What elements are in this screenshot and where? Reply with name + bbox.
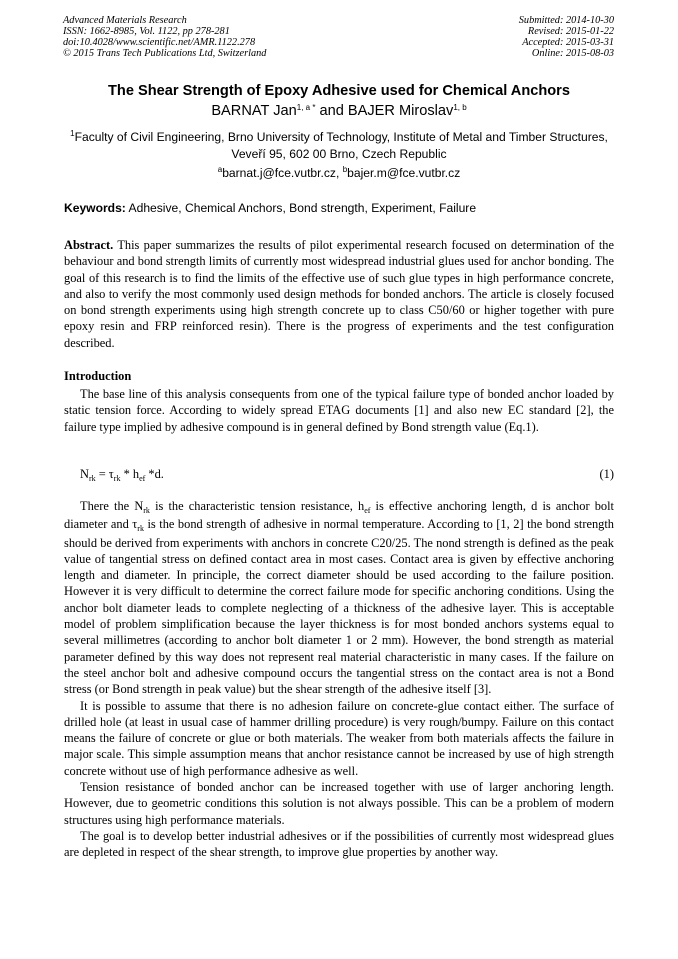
p2-text-d: is the bond strength of adhesive in normal temperature. According to [1, 2] the bond strength should be derived from experiments with anchors in concrete C20/25. The nond strength is defined as the peak value of tangential stress on defined contact area in most cases. Contact area is given by effective anchoring length and diameter. In principle, the correct diameter should be used according to the failure position. However it is very difficult to determine the correct failure mode for specific anchoring conditions. Using the anchor bolt diameter leads to complete neglecting of a thickness of the adhesive layer. This is acceptable model of problem simplification because the layer thickness is for most bonded anchors systems equal to several millimetres (according to anchor bolt diameter 1 or 2 mm). However, the bond strength as material parameter defined by this way does not represent real material characteristic in many cases. If the failure on the steel anchor bolt and adhesive compound occurs the tangential stress on the contact area is not a Bond stress (or Bond strength in peak value) but the shear strength of the adhesive itself [3]. [64, 517, 614, 697]
section-heading-introduction: Introduction [64, 369, 132, 383]
equation-number: (1) [599, 467, 614, 481]
author-list [40, 101, 638, 123]
author-1: BARNAT Jan [211, 103, 297, 119]
p2-sub-ef: ef [364, 506, 371, 515]
p2-text-b: is the characteristic tension resistance, h [149, 499, 365, 513]
author-emails [70, 166, 608, 182]
introduction-paragraph-1 [64, 386, 614, 435]
online-date: Online: 2015-08-03 [531, 48, 614, 59]
journal-doi: doi:10.4028/www.scientific.net/AMR.1122.278 [63, 37, 256, 48]
eq-mid2: * h [120, 467, 140, 481]
email-b-marker: b [342, 165, 348, 174]
eq-h-sub: ef [139, 474, 146, 483]
paper-title: The Shear Strength of Epoxy Adhesive used for Chemical Anchors [108, 83, 570, 99]
abstract-label: Abstract. [64, 238, 114, 252]
submitted-date: Submitted: 2014-10-30 [518, 15, 614, 26]
email-b: bajer.m@fce.vutbr.cz [347, 166, 461, 180]
eq-n: N [80, 467, 89, 481]
eq-end: *d. [145, 467, 164, 481]
abstract-text: This paper summarizes the results of pilot experimental research focused on determination of the behaviour and bond strength limits of currently most widespread industrial glues used for anchor bonding. The goal of this research is to find the limits of the effective use of such glue types in high performance concrete, and also to verify the most commonly used design methods for bonded anchors. The article is closely focused on bond strength experiments using high strength concrete up to class C50/60 or higher together with pure epoxy resin and FRP reinforced resin). There is the progress of experiments and the test configuration described. [64, 238, 614, 350]
equation-1 [80, 466, 614, 484]
introduction-paragraph-4: Tension resistance of bonded anchor can be increased together with use of larger anchoring length. However, due to geometric conditions this solution is not always possible. This can be a problem of modern structures using high performance materials. [64, 780, 614, 827]
revised-date: Revised: 2015-01-22 [527, 26, 614, 37]
submission-dates [394, 15, 614, 59]
keywords-label: Keywords: [64, 201, 126, 215]
keywords-text: Adhesive, Chemical Anchors, Bond strength, Experiment, Failure [125, 201, 477, 215]
author-1-affil: 1, a * [296, 103, 316, 112]
email-a: barnat.j@fce.vutbr.cz, [222, 166, 343, 180]
introduction-paragraph-2 [64, 498, 614, 698]
affiliation-text: Faculty of Civil Engineering, Brno University of Technology, Institute of Metal and Timber Structures, Veveří 95, 602 00 Brno, Czech Republic [74, 130, 608, 161]
keywords [64, 201, 624, 216]
introduction-paragraph-5: The goal is to develop better industrial adhesives or if the possibilities of currently most widespread glues are depleted in respect of the shear strength, to improve glue properties by another way. [64, 828, 614, 860]
p2-sub-rk: rk [143, 506, 150, 515]
author-2-affil: 1, b [453, 103, 467, 112]
journal-name: Advanced Materials Research [63, 15, 187, 26]
p2-sub-tau: rk [137, 524, 144, 534]
eq-n-sub: rk [88, 474, 96, 483]
eq-mid1: = τ [95, 467, 114, 481]
abstract [64, 237, 614, 351]
accepted-date: Accepted: 2015-03-31 [522, 37, 614, 48]
email-a-marker: a [217, 165, 223, 174]
p2-text-a: There the N [80, 499, 144, 513]
author-and: and [315, 103, 348, 119]
journal-info [63, 15, 383, 59]
introduction-paragraph-3: It is possible to assume that there is no adhesion failure on concrete-glue contact either. The surface of drilled hole (at least in usual case of hammer drilling procedure) is very rough/bumpy. Failure on this contact means the failure of concrete or glue or both materials. The weaker from both materials affects the failure in major scale. This simple assumption means that anchor resistance cannot be increased by use of high strength concrete without use of high performance adhesive as well. [64, 698, 614, 778]
affiliation-marker: 1 [70, 129, 75, 138]
journal-issn: ISSN: 1662-8985, Vol. 1122, pp 278-281 [63, 26, 230, 37]
paragraph-text: The base line of this analysis consequents from one of the typical failure type of bonded anchor loaded by static tension force. According to widely spread ETAG documents [1] and also new EC standard [2], the failure type implied by adhesive compound is in general defined by Bond strength value (Eq.1). [64, 387, 614, 434]
eq-tau-sub: rk [113, 474, 121, 483]
introduction-body [64, 498, 614, 861]
affiliation [70, 130, 608, 162]
author-2: BAJER Miroslav [347, 103, 454, 119]
p2-text-c: is effective anchoring length, d is anchor bolt diameter and τ [64, 499, 614, 532]
journal-copyright: © 2015 Trans Tech Publications Ltd, Switzerland [63, 48, 267, 59]
